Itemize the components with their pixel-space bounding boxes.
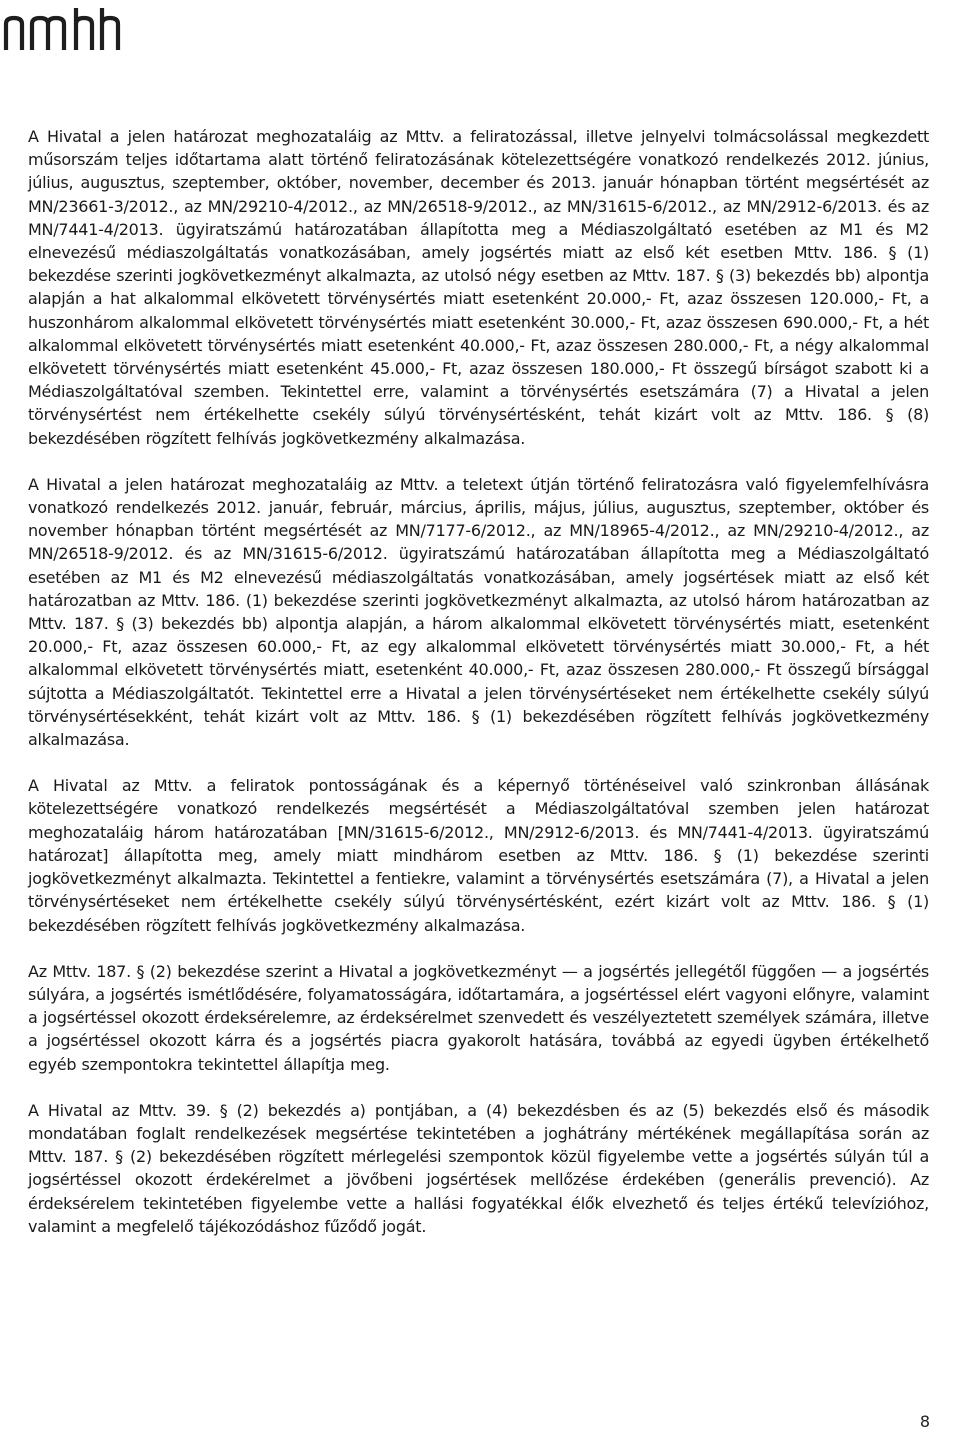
paragraph: A Hivatal a jelen határozat meghozataláig az Mttv. a feliratozással, illetve jelnyelvi tolmácsolással megkezdett műsorszám teljes időtartama alatt történő feliratozásának kötelezettségére vonatkozó rendelkezés 2012. június, július, augusztus, szeptember, október, november, december és 2013. január hónapban történt megsértését az MN/23661-3/2012., az MN/29210-4/2012., az MN/26518-9/2012., az MN/31615-6/2012., az MN/2912-6/2013. és az MN/7441-4/2013. ügyiratszámú határozatában állapította meg a Médiaszolgáltató esetében az M1 és M2 elnevezésű médiaszolgáltatás vonatkozásában, amely jogsértés miatt az első két esetben Mttv. 186. § (1) bekezdése szerinti jogkövetkezményt alkalmazta, az utolsó négy esetben az Mttv. 187. § (3) bekezdés bb) alpontja alapján a hat alkalommal elkövetett törvénysértés miatt esetenként 20.000,- Ft, azaz összesen 120.000,- Ft, a huszonhárom alkalommal elkövetett törvénysértés miatt esetenként 30.000,- Ft, azaz összesen 690.000,- Ft, a hét alkalommal elkövetett törvénysértés miatt esetenként 40.000,- Ft, azaz összesen 280.000,- Ft, a négy alkalommal elkövetett törvénysértés miatt esetenként 45.000,- Ft, azaz összesen 180.000,- Ft összegű bírságot szabott ki a Médiaszolgáltatóval szemben. Tekintettel erre, valamint a törvénysértés esetszámára (7) a Hivatal a jelen törvénysértést nem értékelhette csekély súlyú törvénysértésként, tehát kizárt volt az Mttv. 186. § (8) bekezdésében rögzített felhívás jogkövetkezmény alkalmazása.: [28, 127, 929, 448]
paragraph: A Hivatal az Mttv. a feliratok pontosságának és a képernyő történéseivel való szinkronban állásának kötelezettségére vonatkozó rendelkezés megsértését a Médiaszolgáltatóval szemben jelen határozat meghozataláig három határozatában [MN/31615-6/2012., MN/2912-6/2013. és MN/7441-4/2013. ügyiratszámú határozat] állapította meg, amely miatt mindhárom esetben az Mttv. 186. § (1) bekezdése szerinti jogkövetkezményt alkalmazta. Tekintettel a fentiekre, valamint a törvénysértés esetszámára (7), a Hivatal a jelen törvénysértéseket nem értékelhette csekély súlyú törvénysértésként, ezért kizárt volt az Mttv. 186. § (1) bekezdésében rögzített felhívás jogkövetkezmény alkalmazása.: [28, 776, 929, 935]
paragraph: A Hivatal a jelen határozat meghozataláig az Mttv. a teletext útján történő feliratozásra való figyelemfelhívásra vonatkozó rendelkezés 2012. január, február, március, április, május, július, augusztus, szeptember, október és november hónapban történt megsértését az MN/7177-6/2012., az MN/18965-4/2012., az MN/29210-4/2012., az MN/26518-9/2012. és az MN/31615-6/2012. ügyiratszámú határozatában állapította meg a Médiaszolgáltató esetében az M1 és M2 elnevezésű médiaszolgáltatás vonatkozásában, amely jogsértések miatt az első két határozatban az Mttv. 186. (1) bekezdése szerinti jogkövetkezményt alkalmazta, az utolsó három határozatban az Mttv. 187. § (3) bekezdés bb) alpontja alapján, a három alkalommal elkövetett törvénysértés miatt, esetenként 20.000,- Ft, azaz összesen 60.000,- Ft, az egy alkalommal elkövetett törvénysértés miatt 30.000,- Ft, a hét alkalommal elkövetett törvénysértés miatt, esetenként 40.000,- Ft, azaz összesen 280.000,- Ft összegű bírsággal sújtotta a Médiaszolgáltatót. Tekintettel erre a Hivatal a jelen törvénysértéseket nem értékelhette csekély súlyú törvénysértésekként, tehát kizárt volt az Mttv. 186. § (1) bekezdésében rögzített felhívás jogkövetkezmény alkalmazása.: [28, 474, 929, 750]
document-body: [28, 125, 929, 1261]
nmhh-logo: [2, 2, 126, 52]
page-header: [0, 0, 960, 60]
paragraph: A Hivatal az Mttv. 39. § (2) bekezdés a) pontjában, a (4) bekezdésben és az (5) bekezdés első és második mondatában foglalt rendelkezések megsértése tekintetében a joghátrány mértékének megállapítása során az Mttv. 187. § (2) bekezdésében rögzített mérlegelési szempontok közül figyelembe vette a jogsértés súlyán túl a jogsértéssel okozott érdekérelmet a jövőbeni jogsértések mellőzése érdekében (generális prevenció). Az érdeksérelem tekintetében figyelembe vette a hallási fogyatékkal élők elvezhető és teljes értékű televízióhoz, valamint a megfelelő tájékozódáshoz fűződő jogát.: [28, 1100, 929, 1236]
nmhh-logo-icon: [2, 2, 126, 52]
page-number: 8: [919, 1412, 930, 1431]
paragraph: Az Mttv. 187. § (2) bekezdése szerint a Hivatal a jogkövetkezményt — a jogsértés jellegétől függően — a jogsértés súlyára, a jogsértés ismétlődésére, folyamatosságára, időtartamára, a jogsértéssel elért vagyoni előnyre, valamint a jogsértéssel okozott érdeksérelemre, az érdeksérelmet szenvedett és veszélyeztetett személyek számára, illetve a jogsértéssel okozott kárra és a jogsértés piacra gyakorolt hatására, továbbá az egyedi ügyben értékelhető egyéb szempontokra tekintettel állapítja meg.: [28, 961, 929, 1074]
